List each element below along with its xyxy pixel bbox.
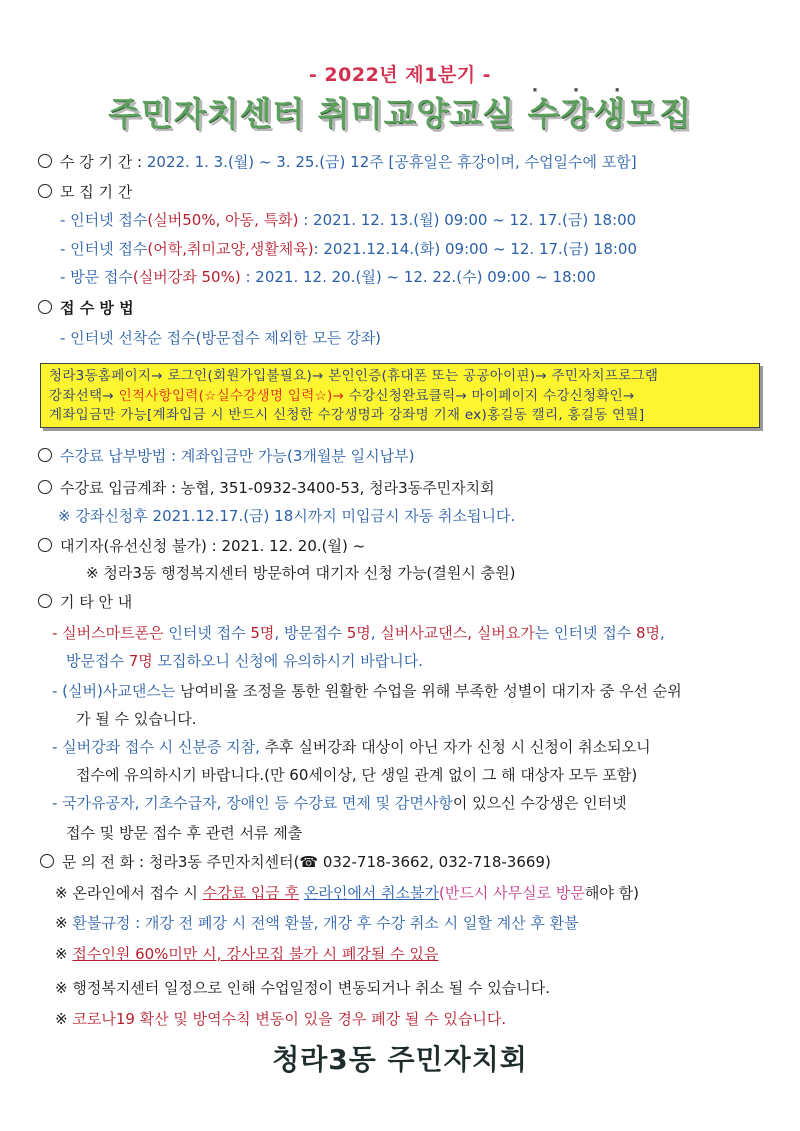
circle-bullet-icon [38,594,52,608]
reference-mark-icon: ※ [55,1010,68,1028]
note-text: 환불규정 : 개강 전 폐강 시 전액 환불, 개강 후 수강 취소 시 일할 계산 후 환불 [67,914,579,932]
recruit-period-heading [38,182,132,202]
waitlist-note: ※ 청라3동 행정복지센터 방문하여 대기자 신청 가능(결원시 충원) [86,564,516,582]
title-part: 모집 [626,94,692,133]
info-text: 실버사교댄스, 실버요가 [380,624,535,642]
steps-text: 수강신청완료클릭→ 마이페이지 수강신청확인→ [344,387,635,404]
other-info-item-3 [52,737,651,757]
apply-method-heading [38,298,134,318]
payment-method-text: 수강료 납부방법 : 계좌입금만 가능(3개월분 일시납부) [60,447,415,465]
reference-mark-icon: ※ [55,945,68,963]
note-min-enrollment [55,944,438,964]
note-text: 행정복지센터 일정으로 인해 수업일정이 변동되거나 취소 될 수 있습니다. [67,979,550,997]
apply-method-label: 접 수 방 법 [60,299,134,317]
course-period-value: 2022. 1. 3.(월) ~ 3. 25.(금) 12주 [공휴일은 휴강이며, 수업일수에 포함] [142,153,637,171]
waitlist-text: 대기자(유선신청 불가) : 2021. 12. 20.(월) ~ [60,537,366,555]
note-online-cancel [55,883,639,903]
info-text: - (실버)사교댄스는 [52,682,176,700]
info-text: - 실버강좌 접수 시 신분증 지참, [52,738,260,756]
info-text: 모집하오니 신청에 유의하시기 바랍니다. [152,652,423,670]
info-count: 8명 [635,624,661,642]
other-info-item-1-cont [66,651,423,671]
info-text: - 실버스마트폰은 [52,624,164,642]
steps-line-2 [49,387,751,407]
reference-mark-icon: ※ [55,884,68,902]
payment-deadline-note: ※ 강좌신청후 2021.12.17.(금) 18시까지 미입금시 자동 취소됩니다. [58,507,516,525]
circle-bullet-icon [38,300,52,314]
note-text: 온라인에서 접수 시 [67,884,203,902]
subtitle: - 2022년 제1분기 - [308,64,492,86]
other-info-item-2-cont: 가 될 수 있습니다. [76,710,197,728]
steps-line-1: 청라3동홈페이지→ 로그인(회원가입불필요)→ 본인인증(휴대폰 또는 공공아이핀)→ 주민자치프로그램 [49,368,659,384]
info-text: , [370,624,381,642]
info-text: , [660,624,665,642]
apply-method-item: - 인터넷 선착순 접수(방문접수 제외한 모든 강좌) [60,329,382,347]
circle-bullet-icon [38,184,52,198]
reference-mark-icon: ※ [55,979,68,997]
reference-mark-icon: ※ [55,914,68,932]
other-info-item-4 [52,793,627,813]
recruit-item-prefix: - 방문 접수 [60,268,133,286]
info-text: 는 인터넷 접수 [534,624,636,642]
info-text: 남여비율 조정을 통한 원활한 수업을 위해 부족한 성별이 대기자 중 우선 순위 [175,682,682,700]
recruit-item [60,267,596,287]
other-info-heading [38,592,132,612]
recruit-item-value: : 2021. 12. 20.(월) ~ 12. 22.(수) 09:00 ~ 18:00 [240,268,596,286]
title-part: 주민자치센터 취미교양교실 [108,94,528,133]
course-period-label: 수 강 기 간 : [60,153,143,171]
circle-bullet-icon [38,154,52,168]
note-text: 접수인원 60%미만 시, 강사모집 불가 시 폐강될 수 있음 [72,945,439,963]
info-text: 방문접수 [66,652,129,670]
application-steps-box [40,363,760,428]
payment-account [38,478,495,498]
title-emphasis: · · · 수강생 [528,94,627,133]
recruit-item-prefix: - 인터넷 접수 [60,240,148,258]
circle-bullet-icon [38,538,52,552]
contact-value: 청라3동 주민자치센터(☎ 032-718-3662, 032-718-3669) [144,853,551,871]
info-text: 이 있으신 수강생은 인터넷 [452,794,627,812]
info-text: , 방문접수 [274,624,347,642]
recruit-period-label: 모 집 기 간 [60,183,133,201]
recruit-item-prefix: - 인터넷 접수 [60,211,148,229]
circle-bullet-icon [38,448,52,462]
contact [40,852,551,872]
note-text: 코로나19 확산 및 방역수칙 변동이 있을 경우 폐강 될 수 있습니다. [67,1010,507,1028]
steps-text: 강좌선택→ [49,387,119,404]
steps-line-3: 계좌입금만 가능[계좌입금 시 반드시 신청한 수강생명과 강좌명 기재 ex)홍길동 캘리, 홍길동 연필] [49,407,645,423]
waitlist [38,536,365,556]
recruit-item-value: : 2021. 12. 13.(월) 09:00 ~ 12. 17.(금) 18:00 [298,211,637,229]
info-text: - 국가유공자, 기초수급자, 장애인 등 수강료 면제 및 감면사항 [52,794,453,812]
info-text: 인터넷 접수 [163,624,251,642]
info-count: 5명 [346,624,371,642]
note-text: (반드시 사무실로 방문 [439,884,585,902]
other-info-item-2 [52,681,682,701]
info-text: 추후 실버강좌 대상이 아닌 자가 신청 시 신청이 취소되오니 [259,738,651,756]
payment-account-text: 수강료 입금계좌 : 농협, 351-0932-3400-53, 청라3동주민자치회 [60,479,495,497]
course-period [38,152,637,172]
note-refund [55,913,579,933]
note-covid [55,1009,506,1029]
other-info-item-3-cont: 접수에 유의하시기 바랍니다.(만 60세이상, 단 생일 관계 없이 그 해 대상자 모두 포함) [76,766,638,784]
recruit-item [60,210,636,230]
page-title [0,88,800,135]
circle-bullet-icon [40,854,54,868]
steps-highlight: 인적사항입력(☆실수강생명 입력☆)→ [118,387,345,404]
info-count: 5명 [250,624,275,642]
organization-signature: 청라3동 주민자치회 [272,1043,528,1076]
other-info-label: 기 타 안 내 [60,593,133,611]
recruit-item [60,239,637,259]
note-text: 해야 함) [584,884,639,902]
other-info-item-4-cont: 접수 및 방문 접수 후 관련 서류 제출 [66,824,303,842]
note-schedule-change [55,978,550,998]
recruit-item-highlight: (어학,취미교양,생활체육) [147,240,314,258]
contact-label: 문 의 전 화 : [62,853,145,871]
circle-bullet-icon [38,480,52,494]
recruit-item-highlight: (실버50%, 아동, 특화) [147,211,299,229]
info-count: 7명 [128,652,153,670]
recruit-item-value: : 2021.12.14.(화) 09:00 ~ 12. 17.(금) 18:00 [313,240,637,258]
recruit-item-highlight: (실버강좌 50%) [132,268,241,286]
note-emphasis: 수강료 입금 후 [202,884,300,902]
note-emphasis: 온라인에서 취소불가 [303,884,440,902]
other-info-item-1 [52,623,665,643]
payment-method [38,446,414,466]
